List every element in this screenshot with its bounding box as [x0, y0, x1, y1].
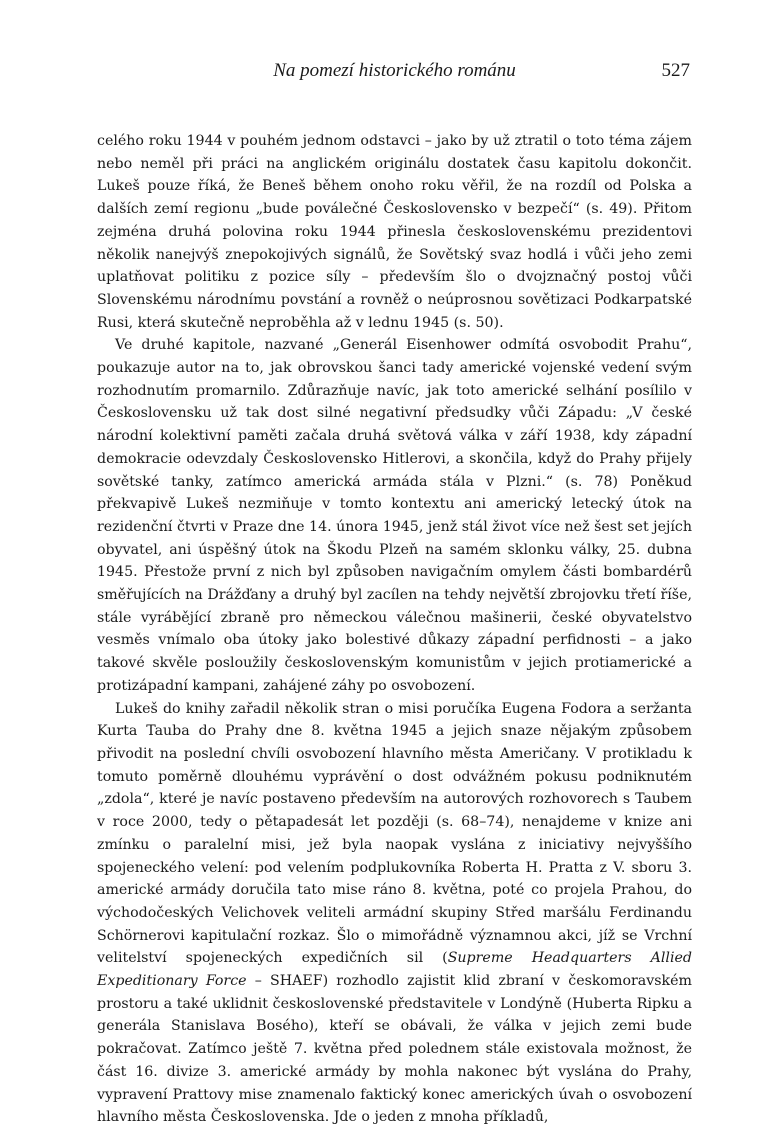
paragraph-text: Ve druhé kapitole, nazvané „Generál Eisenhower odmítá osvobodit Prahu“, poukazuje autor na to, jak obrovskou šanci tady americké vojenské vedení svým rozhodnutím promarnilo. Zdůrazňuje navíc, jak toto americké selhání posílilo v Československu už tak dost silné negativní předsudky vůči Západu: „V české národní kolektivní paměti začala druhá světová válka v září 1938, kdy západní demokracie odevzdaly Československo Hitlerovi, a skončila, když do Prahy přijely sovětské tanky, zatímco americká armáda stála v Plzni.“ (s. 78) Poněkud překvapivě Lukeš nezmiňuje v tomto kontextu ani americký letecký útok na rezidenční čtvrti v Praze dne 14. února 1945, jenž stál život více než šest set jejích obyvatel, ani úspěšný útok na Škodu Plzeň na samém sklonku války, 25. dubna 1945. Přestože první z nich byl způsoben navigačním omylem části bombardérů směřujících na Drážďany a druhý byl zacílen na tehdy největší zbrojovku třetí říše, stále vyrábějící zbraně pro německou válečnou mašinerii, české obyvatelstvo vesměs vnímalo oba útoky jako bolestivé důkazy západní perfidnosti – a jako takové skvěle posloužily československým komunistům v jejich protiamerické a protizápadní kampani, zahájené záhy po osvobození.: [97, 337, 692, 694]
paragraph: [97, 130, 692, 334]
running-head: [97, 58, 692, 84]
paragraph-text: celého roku 1944 v pouhém jednom odstavci – jako by už ztratil o toto téma zájem nebo neměl při práci na anglickém originálu dostatek času kapitolu dokončit. Lukeš pouze říká, že Beneš během onoho roku věřil, že na rozdíl od Polska a dalších zemí regionu „bude poválečné Československo v bezpečí“ (s. 49). Přitom zejména druhá polovina roku 1944 přinesla československému prezidentovi několik nanejvýš znepokojivých signálů, že Sovětský svaz hodlá i vůči jeho zemi uplatňovat politiku z pozice síly – především šlo o dvojznačný postoj vůči Slovenskému národnímu povstání a rovněž o neúprosnou sovětizaci Podkarpatské Rusi, která skutečně neproběhla až v lednu 1945 (s. 50).: [97, 133, 692, 331]
paragraph: [97, 334, 692, 697]
page-number: 527: [661, 60, 690, 81]
paragraph-text: – SHAEF) rozhodlo zajistit klid zbraní v českomoravském prostoru a také uklidnit československé představitele v Londýně (Huberta Ripku a generála Stanislava Bosého), kteří se obávali, že válka v jejich zemi bude pokračovat. Zatímco ještě 7. května před polednem stále existovala možnost, že část 16. divize 3. americké armády by mohla nakonec být vyslána do Prahy, vypravení Prattovy mise znamenalo faktický konec amerických úvah o osvobození hlavního města Československa. Jde o jeden z mnoha příkladů,: [97, 973, 692, 1126]
paragraph: [97, 698, 692, 1129]
paragraph-text: Lukeš do knihy zařadil několik stran o misi poručíka Eugena Fodora a seržanta Kurta Tauba do Prahy dne 8. května 1945 a jejich snaze nějakým způsobem přivodit na poslední chvíli osvobození hlavního města Američany. V protikladu k tomuto poměrně dlouhému vyprávění o dost odvážném pokusu podniknutém „zdola“, které je navíc postaveno především na autorových rozhovorech s Taubem v roce 2000, tedy o pětapadesát let později (s. 68–74), nenajdeme v knize ani zmínku o paralelní misi, jež byla naopak vyslána z iniciativy nejvyššího spojeneckého velení: pod velením podplukovníka Roberta H. Pratta z V. sboru 3. americké armády doručila tato mise ráno 8. května, poté co projela Prahou, do východočeských Velichovek veliteli armádní skupiny Střed maršálu Ferdinandu Schörnerovi kapitulační rozkaz. Šlo o mimořádně významnou akci, jíž se Vrchní velitelství spojeneckých expedičních sil (: [97, 700, 692, 967]
body-text: [97, 130, 692, 1129]
running-title: Na pomezí historického románu: [273, 60, 516, 81]
italic-term: Supreme Headquarters Allied Expeditionary Force: [97, 950, 692, 990]
